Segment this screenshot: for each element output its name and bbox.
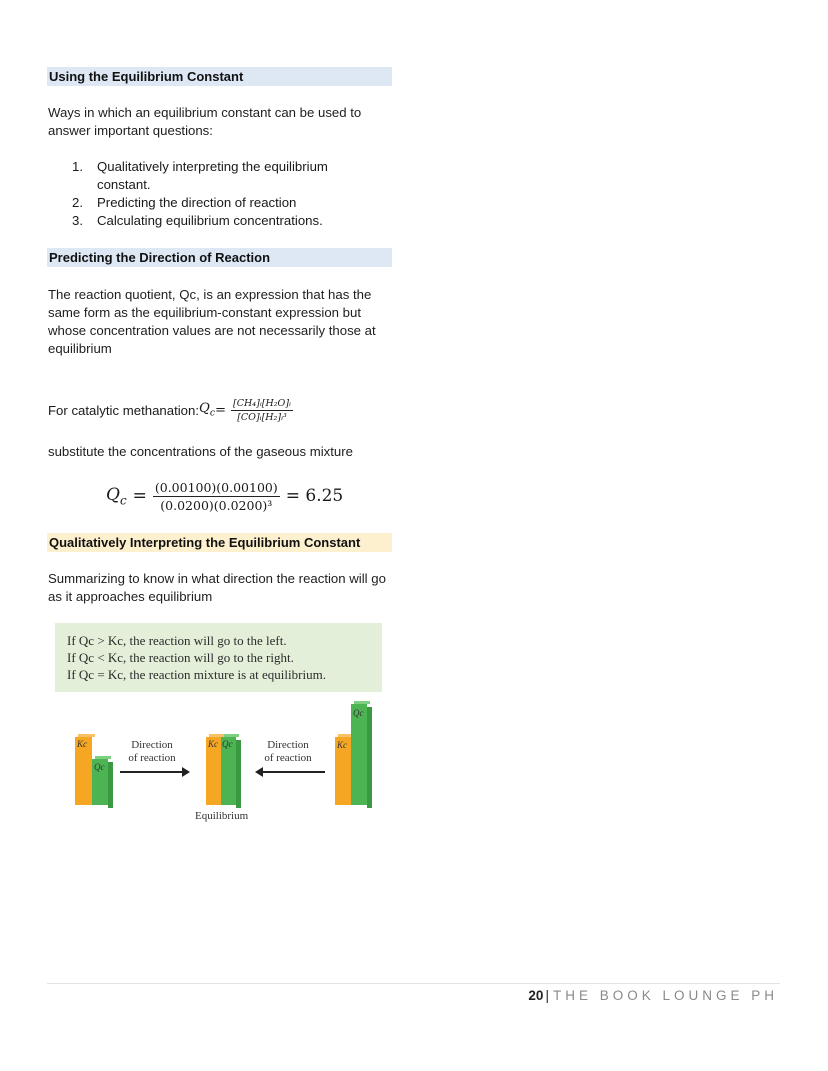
reaction-quotient-paragraph: The reaction quotient, Qc, is an expression that has the same form as the equilibrium-constant expression but whose concentration values are not necessarily those at equilibrium [48,287,376,356]
rule-line: If Qc > Kc, the reaction will go to the left. [67,633,287,648]
equilibrium-caption: Equilibrium [195,810,249,822]
kc-label: Kc [77,739,87,749]
qc-label: Qc [94,762,105,772]
list-item [72,212,372,230]
direction-label-right: Direction of reaction [128,739,176,764]
arrow-left-icon [257,771,325,773]
using-intro-paragraph: Ways in which an equilibrium constant can be used to answer important questions: [48,105,362,138]
uses-list [72,158,372,230]
fraction-denominator: [CO]ᵢ[H₂]ᵢ³ [237,411,287,423]
list-text: Qualitatively interpreting the equilibrium constant. [97,159,328,192]
qc-symbol: $Q_c$ [199,401,215,419]
equals-sign: = [132,486,147,506]
page-number: 20 [528,988,544,1003]
methanation-formula [48,392,293,428]
substitute-paragraph: substitute the concentrations of the gaseous mixture [48,444,353,459]
section-heading-using-equilibrium-constant: Using the Equilibrium Constant [47,67,392,86]
formula-label: For catalytic methanation: [48,402,199,418]
qc-label: Qc [222,739,233,749]
list-item [72,158,372,194]
calc-denominator: (0.0200)(0.0200)³ [160,497,273,513]
list-number: 3. [72,213,83,228]
kc-label: Kc [208,739,218,749]
list-number: 1. [72,159,83,174]
kc-label: Kc [337,740,347,750]
list-item [72,194,372,212]
rule-line: If Qc < Kc, the reaction will go to the right. [67,650,294,665]
footer-divider [47,983,780,984]
page-footer [528,987,778,1005]
list-number: 2. [72,195,83,210]
qc-calculation [106,476,343,516]
qc-bar-right [351,704,367,805]
arrow-right-icon [120,771,188,773]
rule-line: If Qc = Kc, the reaction mixture is at equilibrium. [67,667,326,682]
reaction-direction-diagram [60,700,390,830]
calc-result: = 6.25 [285,486,344,506]
fraction-numerator: [CH₄]ᵢ[H₂O]ᵢ [233,397,291,409]
summarizing-paragraph: Summarizing to know in what direction the reaction will go as it approaches equilibrium [48,571,386,604]
calc-fraction [153,480,280,513]
list-text: Predicting the direction of reaction [97,195,297,210]
qc-fraction [231,398,293,423]
list-text: Calculating equilibrium concentrations. [97,213,323,228]
section-heading-predicting-direction: Predicting the Direction of Reaction [47,248,392,267]
calc-numerator: (0.00100)(0.00100) [154,479,278,495]
section-heading-qualitative: Qualitatively Interpreting the Equilibrium Constant [47,533,392,552]
qc-symbol: $Q_c$ [106,484,127,508]
qc-label: Qc [353,708,364,718]
direction-label-left: Direction of reaction [264,739,312,764]
footer-brand: THE BOOK LOUNGE PH [552,988,778,1003]
qc-kc-rules-box [55,623,382,692]
equals-sign: = [214,402,227,418]
footer-separator: | [545,988,549,1003]
